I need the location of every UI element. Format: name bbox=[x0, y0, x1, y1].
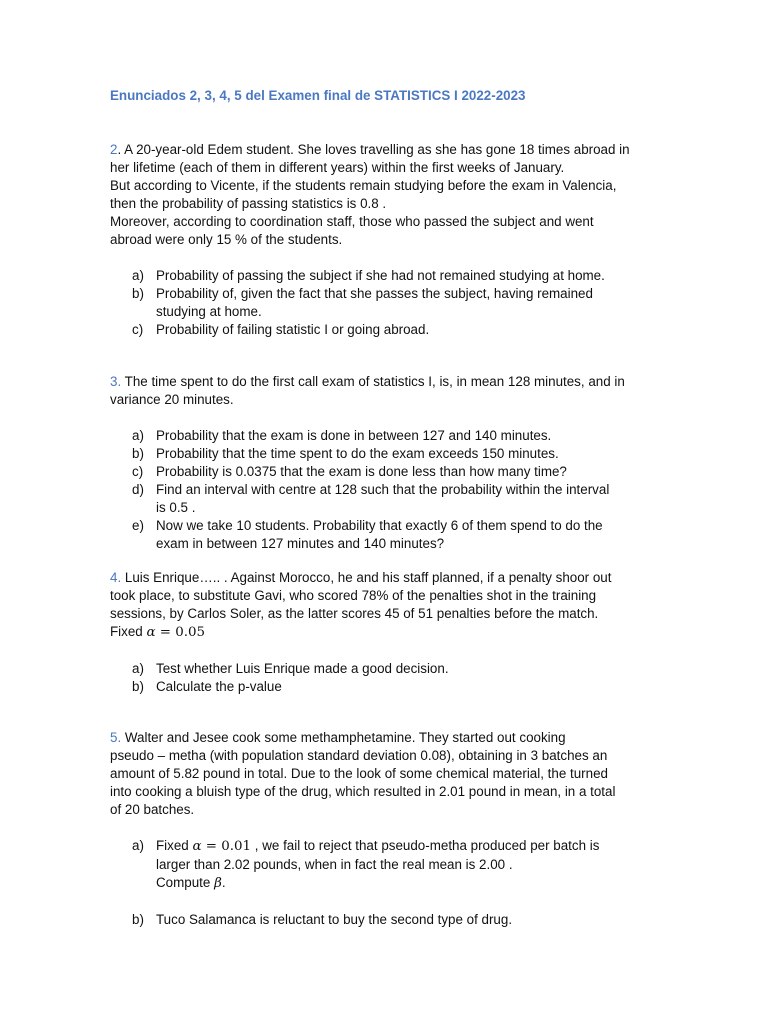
q4-fixed-alpha: Fixed α = 0.05 bbox=[110, 624, 206, 640]
q5-line-4: into cooking a bluish type of the drug, which resulted in 2.01 pound in mean, in a total bbox=[110, 784, 616, 799]
q5-line-3: amount of 5.82 pound in total. Due to the look of some chemical material, the turned bbox=[110, 766, 608, 781]
q2-line-2: her lifetime (each of them in different years) within the first weeks of January. bbox=[110, 160, 565, 175]
list-item: c) Probability is 0.0375 that the exam is done less than how many time? bbox=[132, 464, 567, 479]
alpha-symbol: α bbox=[192, 839, 202, 854]
q2-line-5: Moreover, according to coordination staff, those who passed the subject and went bbox=[110, 214, 594, 229]
list-item: b) Calculate the p-value bbox=[132, 679, 282, 694]
beta-symbol: β bbox=[214, 876, 222, 891]
q5-items bbox=[110, 837, 658, 893]
list-item: b) Probability of, given the fact that she passes the subject, having remained studying at home. bbox=[132, 286, 593, 319]
q2-line-1: 2. A 20-year-old Edem student. She loves travelling as she has gone 18 times abroad in bbox=[110, 142, 630, 157]
list-item: a) Fixed α = 0.01 , we fail to reject that pseudo-metha produced per batch is larger than 2.02 pounds, when in fact the real mean is 2.00 . Compute β. bbox=[132, 838, 600, 891]
q4-line-3: sessions, by Carlos Soler, as the latter scores 45 of 51 penalties before the match. bbox=[110, 606, 599, 621]
q3-items bbox=[110, 427, 658, 553]
question-5 bbox=[110, 729, 658, 929]
q4-line-2: took place, to substitute Gavi, who scored 78% of the penalties shot in the training bbox=[110, 588, 597, 603]
question-3 bbox=[110, 373, 658, 553]
q5-number: 5. bbox=[110, 730, 122, 745]
q5-line-1: 5. Walter and Jesee cook some methamphetamine. They started out cooking bbox=[110, 730, 566, 745]
list-item: a) Probability of passing the subject if she had not remained studying at home. bbox=[132, 268, 605, 283]
q3-line-2: variance 20 minutes. bbox=[110, 392, 234, 407]
q3-number: 3. bbox=[110, 374, 122, 389]
q5-line-2: pseudo – metha (with population standard deviation 0.08), obtaining in 3 batches an bbox=[110, 748, 608, 763]
document-title: Enunciados 2, 3, 4, 5 del Examen final de STATISTICS I 2022-2023 bbox=[110, 88, 526, 103]
list-item: c) Probability of failing statistic I or going abroad. bbox=[132, 322, 430, 337]
question-4 bbox=[110, 569, 658, 696]
list-item: b) Probability that the time spent to do the exam exceeds 150 minutes. bbox=[132, 446, 559, 461]
q5-line-5: of 20 batches. bbox=[110, 802, 195, 817]
list-item: b) Tuco Salamanca is reluctant to buy the second type of drug. bbox=[132, 912, 513, 927]
list-item: d) Find an interval with centre at 128 such that the probability within the interval is 0.5 . bbox=[132, 482, 610, 515]
q2-line-6: abroad were only 15 % of the students. bbox=[110, 232, 343, 247]
q2-line-3: But according to Vicente, if the students remain studying before the exam in Valencia, bbox=[110, 178, 617, 193]
alpha-symbol: α bbox=[146, 625, 156, 640]
q2-line-4: then the probability of passing statistics is 0.8 . bbox=[110, 196, 387, 211]
question-2 bbox=[110, 141, 658, 339]
list-item: a) Test whether Luis Enrique made a good decision. bbox=[132, 661, 449, 676]
q2-number: 2 bbox=[110, 142, 118, 157]
list-item: a) Probability that the exam is done in between 127 and 140 minutes. bbox=[132, 428, 552, 443]
q3-line-1: 3. The time spent to do the first call exam of statistics I, is, in mean 128 minutes, and in bbox=[110, 374, 625, 389]
q4-line-1: 4. Luis Enrique….. . Against Morocco, he and his staff planned, if a penalty shoor out bbox=[110, 570, 612, 585]
q4-items bbox=[110, 660, 658, 696]
q4-number: 4. bbox=[110, 570, 122, 585]
q5-items-b bbox=[110, 911, 658, 929]
q2-items bbox=[110, 267, 658, 339]
list-item: e) Now we take 10 students. Probability that exactly 6 of them spend to do the exam in between 127 minutes and 140 minutes? bbox=[132, 518, 603, 551]
